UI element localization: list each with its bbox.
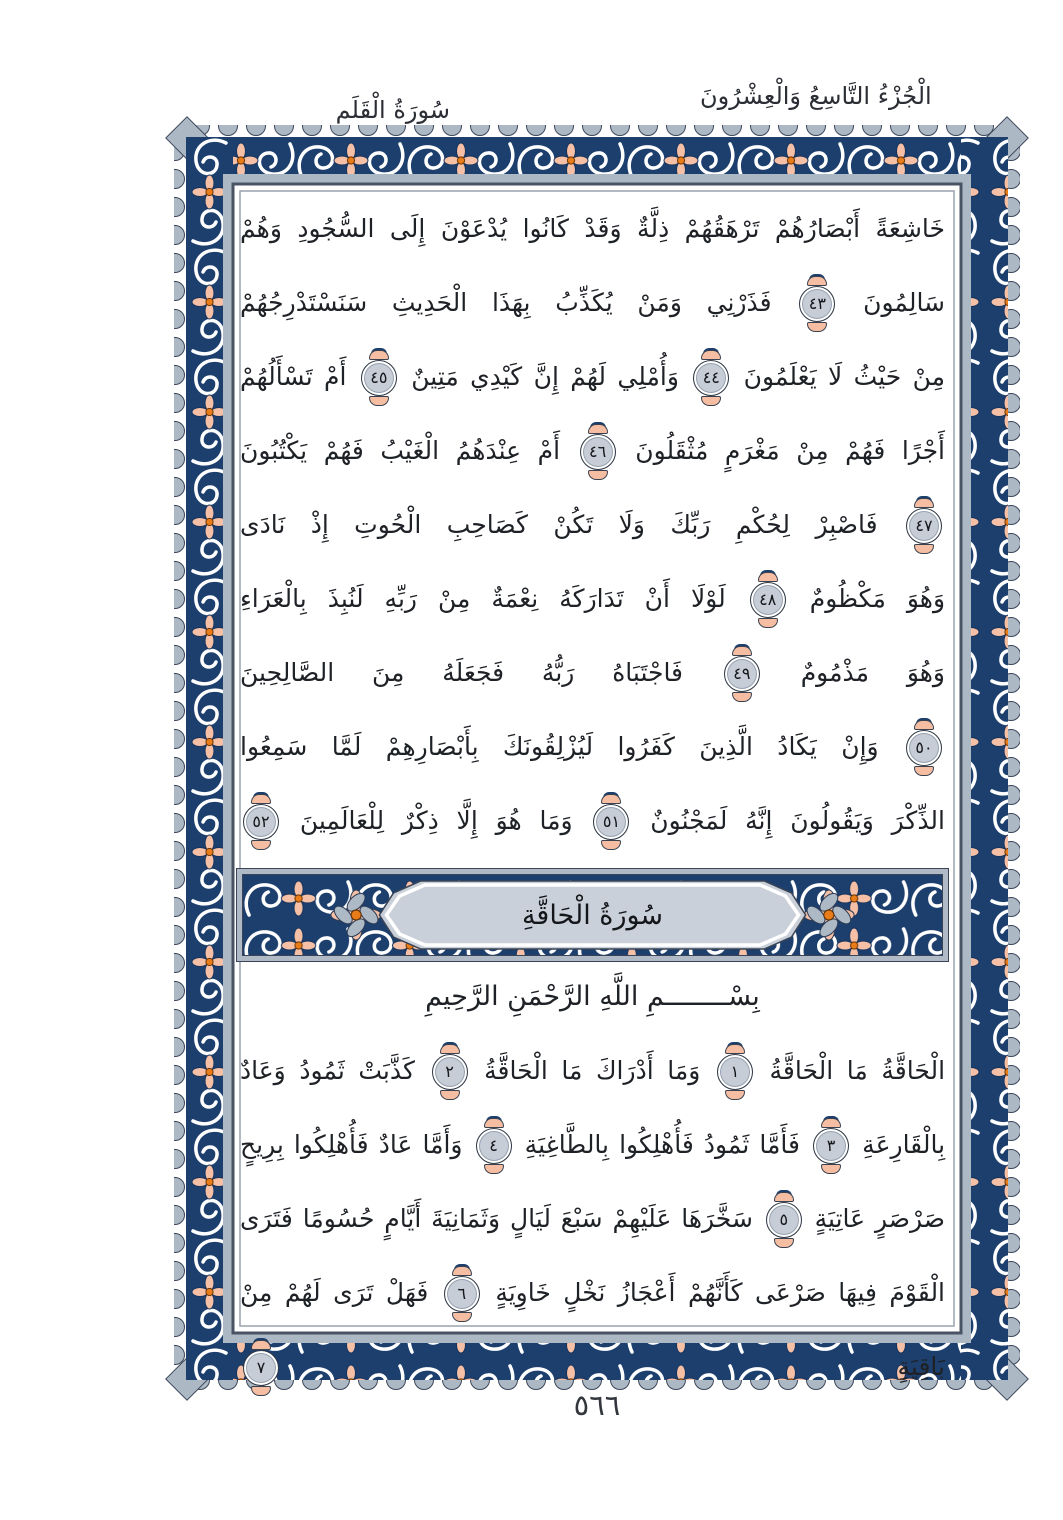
ayah-text: وَمَا هُوَ إِلَّا ذِكْرٌ لِلْعَالَمِينَ (299, 806, 573, 835)
ayah-text: كَذَّبَتْ ثَمُودُ وَعَادٌ (240, 1056, 415, 1085)
ayah-text: لَوْلَا أَنْ تَدَارَكَهُ نِعْمَةٌ مِنْ رَبِّهِ لَنُبِذَ بِالْعَرَاءِ (240, 584, 726, 613)
ayah-text: الذِّكْرَ وَيَقُولُونَ إِنَّهُ لَمَجْنُونٌ (650, 806, 945, 835)
ayah-text: وَإِنْ يَكَادُ الَّذِينَ كَفَرُوا لَيُزْلِقُونَكَ بِأَبْصَارِهِمْ لَمَّا سَمِعُوا (240, 732, 879, 761)
quran-line (240, 1182, 945, 1256)
surah-running-title: سُورَةُ الْقَلَمِ (335, 96, 450, 124)
ayah-text: خَاشِعَةً أَبْصَارُهُمْ تَرْهَقُهُمْ ذِلَّةٌ وَقَدْ كَانُوا يُدْعَوْنَ إِلَى السُّجُودِ وَهُمْ (240, 214, 945, 243)
ayah-text: فَهَلْ تَرَى لَهُمْ مِنْ بَاقِيَةٍ (240, 1278, 945, 1381)
ayah-text: الْقَوْمَ فِيهَا صَرْعَى كَأَنَّهُمْ أَعْجَازُ نَخْلٍ خَاوِيَةٍ (495, 1278, 946, 1307)
ayah-end-badge: ٥ (766, 1202, 802, 1238)
page-number: ٥٦٦ (573, 1388, 621, 1422)
ayah-text: أَجْرًا فَهُمْ مِنْ مَغْرَمٍ مُثْقَلُونَ (635, 436, 945, 465)
ayah-end-badge: ٤٣ (799, 286, 835, 322)
ayah-text: الْحَاقَّةُ مَا الْحَاقَّةُ (769, 1056, 946, 1085)
ayah-text: فَأَمَّا ثَمُودُ فَأُهْلِكُوا بِالطَّاغِيَةِ (524, 1130, 800, 1159)
ayah-text: أَمْ عِنْدَهُمُ الْغَيْبُ فَهُمْ يَكْتُبُونَ (240, 436, 561, 465)
ayah-text: وَهُوَ مَكْظُومٌ (809, 584, 946, 613)
juz-title: الْجُزْءُ التَّاسِعُ وَالْعِشْرُونَ (700, 82, 932, 110)
ayah-text: صَرْصَرٍ عَاتِيَةٍ (814, 1204, 946, 1233)
ayah-text: سَخَّرَهَا عَلَيْهِمْ سَبْعَ لَيَالٍ وَثَمَانِيَةَ أَيَّامٍ حُسُومًا فَتَرَى (240, 1204, 753, 1233)
ayah-text: أَمْ تَسْأَلُهُمْ (240, 362, 347, 391)
ayah-end-badge: ٤ (476, 1128, 512, 1164)
ayah-end-badge: ٤٥ (361, 360, 397, 396)
ayah-text: فَاصْبِرْ لِحُكْمِ رَبِّكَ وَلَا تَكُنْ كَصَاحِبِ الْحُوتِ إِذْ نَادَى (240, 510, 878, 539)
quran-line (240, 488, 945, 562)
ayah-end-badge: ٥١ (593, 804, 629, 840)
surah-header-banner (242, 874, 943, 956)
ayah-end-badge: ٥٢ (243, 804, 279, 840)
quran-text-block (240, 192, 946, 1381)
ayah-text: فَاجْتَبَاهُ رَبُّهُ فَجَعَلَهُ مِنَ الصَّالِحِينَ (240, 658, 684, 687)
ayah-text: وَمَا أَدْرَاكَ مَا الْحَاقَّةُ (484, 1056, 701, 1085)
surah-banner-title: سُورَةُ الْحَاقَّةِ (521, 899, 664, 931)
ayah-text: وَهُوَ مَذْمُومٌ (800, 658, 946, 687)
ayah-end-badge: ٥٠ (906, 730, 942, 766)
ayah-end-badge: ٧ (243, 1350, 279, 1386)
quran-line (240, 562, 945, 636)
ayah-text: مِنْ حَيْثُ لَا يَعْلَمُونَ (743, 362, 946, 391)
ayah-end-badge: ٤٧ (906, 508, 942, 544)
quran-line (240, 192, 945, 266)
lines-after-banner (240, 1034, 946, 1381)
quran-line (240, 1256, 946, 1381)
quran-line (240, 784, 945, 858)
ayah-end-badge: ٤٤ (693, 360, 729, 396)
quran-line (240, 340, 945, 414)
ayah-text: بِالْقَارِعَةِ (862, 1130, 946, 1159)
bismillah: بِسْــــــــمِ اللَّهِ الرَّحْمَنِ الرَّحِيمِ (425, 981, 760, 1012)
ayah-end-badge: ٣ (813, 1128, 849, 1164)
ayah-text: وَأُمْلِي لَهُمْ إِنَّ كَيْدِي مَتِينٌ (411, 362, 679, 391)
quran-line (240, 1108, 945, 1182)
ayah-end-badge: ٤٨ (750, 582, 786, 618)
ayah-end-badge: ٢ (432, 1054, 468, 1090)
ayah-end-badge: ٤٦ (580, 434, 616, 470)
lines-before-banner (240, 192, 945, 858)
ayah-text: وَأَمَّا عَادٌ فَأُهْلِكُوا بِرِيحٍ (240, 1130, 463, 1159)
ayah-end-badge: ١ (717, 1054, 753, 1090)
quran-line (240, 414, 945, 488)
quran-line (240, 710, 945, 784)
ayah-text: سَالِمُونَ (863, 288, 946, 317)
quran-line (240, 266, 945, 340)
quran-line (240, 636, 945, 710)
quran-line (240, 1034, 945, 1108)
ayah-end-badge: ٦ (444, 1276, 480, 1312)
ayah-end-badge: ٤٩ (724, 656, 760, 692)
ayah-text: فَذَرْنِي وَمَنْ يُكَذِّبُ بِهَذَا الْحَدِيثِ سَنَسْتَدْرِجُهُمْ (240, 288, 772, 317)
